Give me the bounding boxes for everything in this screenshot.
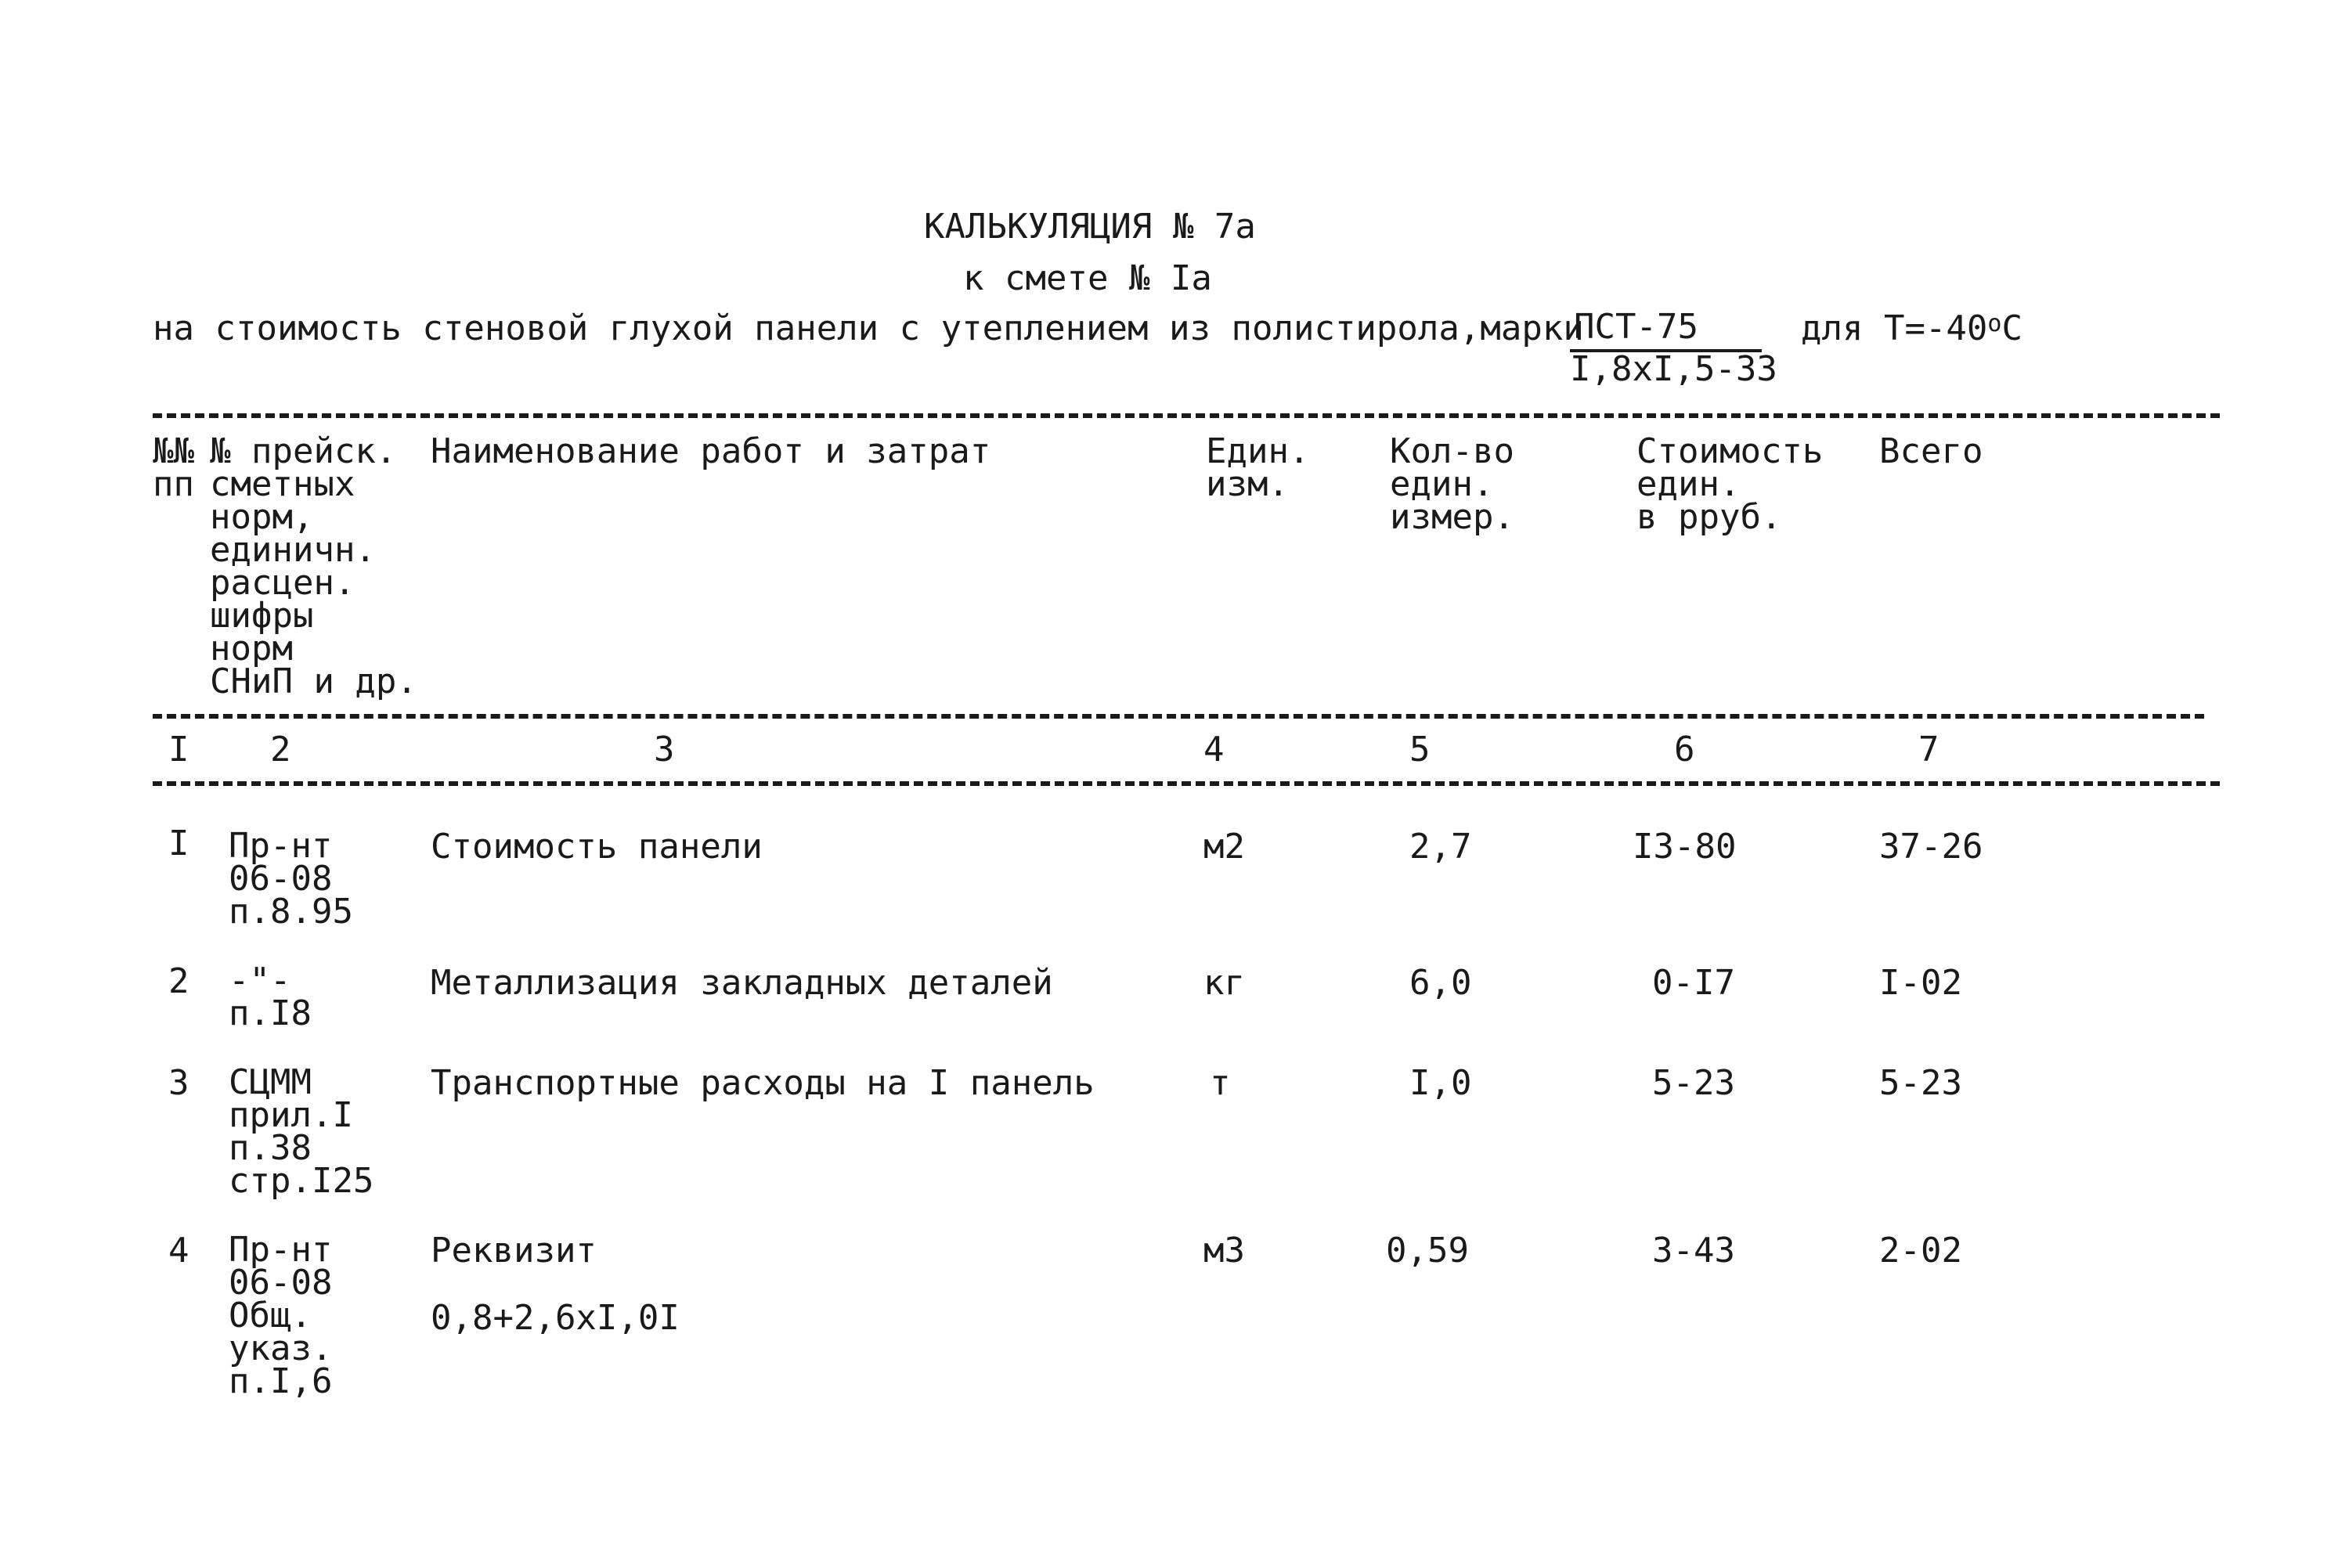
mark-numerator: ПСТ-75 <box>1574 307 1698 347</box>
temperature-suffix: С <box>2001 308 2022 348</box>
temperature-prefix: для Т=-40 <box>1801 308 1988 348</box>
column-number-2: 2 <box>270 730 291 770</box>
column-number-7: 7 <box>1918 730 1939 770</box>
row-4-name: Реквизит <box>431 1231 597 1271</box>
document-description: на стоимость стеновой глухой панели с утеплением из полистирола,марки <box>153 308 1584 348</box>
row-4-note: 0,8+2,6хI,0I <box>431 1298 680 1338</box>
column-number-3: 3 <box>654 730 675 770</box>
row-2-unit: кг <box>1203 963 1245 1003</box>
row-4-num: 4 <box>168 1231 189 1271</box>
row-3-num: 3 <box>168 1063 189 1103</box>
header-col-7: Всего <box>1879 431 1983 471</box>
column-number-5: 5 <box>1409 730 1431 770</box>
column-numbers-rule <box>153 781 2220 786</box>
row-2-ref: -"- п.I8 <box>229 961 312 1033</box>
row-2-price: 0-I7 <box>1652 963 1735 1003</box>
temperature-label <box>1801 308 2022 348</box>
row-3-ref: СЦММ прил.I п.38 стр.I25 <box>229 1062 374 1201</box>
row-1-total: 37-26 <box>1879 827 1983 867</box>
column-number-1: I <box>168 730 189 770</box>
header-col-5: Кол-во един. измер. <box>1390 431 1514 537</box>
row-3-name: Транспортные расходы на I панель <box>431 1063 1095 1103</box>
row-4-ref: Пр-нт 06-08 Общ. указ. п.I,6 <box>229 1230 333 1401</box>
document-subtitle: к смете № Iа <box>963 258 1212 298</box>
degree-sign: о <box>1987 310 2002 337</box>
column-number-6: 6 <box>1674 730 1695 770</box>
header-col-4: Един. изм. <box>1206 431 1310 504</box>
row-3-qty: I,0 <box>1409 1063 1472 1103</box>
row-2-qty: 6,0 <box>1409 963 1472 1003</box>
row-1-unit: м2 <box>1203 827 1245 867</box>
row-2-name: Металлизация закладных деталей <box>431 963 1053 1003</box>
row-2-total: I-02 <box>1879 963 1962 1003</box>
row-1-ref: Пр-нт 06-08 п.8.95 <box>229 826 353 932</box>
column-number-4: 4 <box>1203 730 1225 770</box>
row-1-price: I3-80 <box>1633 827 1737 867</box>
header-bottom-rule <box>153 714 2204 719</box>
row-3-total: 5-23 <box>1879 1063 1962 1103</box>
header-col-6: Стоимость един. в рруб. <box>1636 431 1824 537</box>
mark-denominator: I,8хI,5-33 <box>1570 349 1777 389</box>
row-3-unit: т <box>1210 1063 1231 1103</box>
header-col-2: № прейск. сметных норм, единичн. расцен. шифры норм СНиП и др. <box>210 431 417 701</box>
row-1-qty: 2,7 <box>1409 827 1472 867</box>
row-3-price: 5-23 <box>1652 1063 1735 1103</box>
header-col-1: №№ пп <box>153 431 194 504</box>
row-4-price: 3-43 <box>1652 1231 1735 1271</box>
row-1-name: Стоимость панели <box>431 827 763 867</box>
row-1-num: I <box>168 824 189 863</box>
table-top-rule <box>153 413 2220 418</box>
row-4-total: 2-02 <box>1879 1231 1962 1271</box>
row-2-num: 2 <box>168 961 189 1001</box>
document-title: КАЛЬКУЛЯЦИЯ № 7а <box>924 207 1256 247</box>
row-4-qty: 0,59 <box>1386 1231 1469 1271</box>
header-col-3: Наименование работ и затрат <box>431 431 991 471</box>
row-4-unit: м3 <box>1203 1231 1245 1271</box>
